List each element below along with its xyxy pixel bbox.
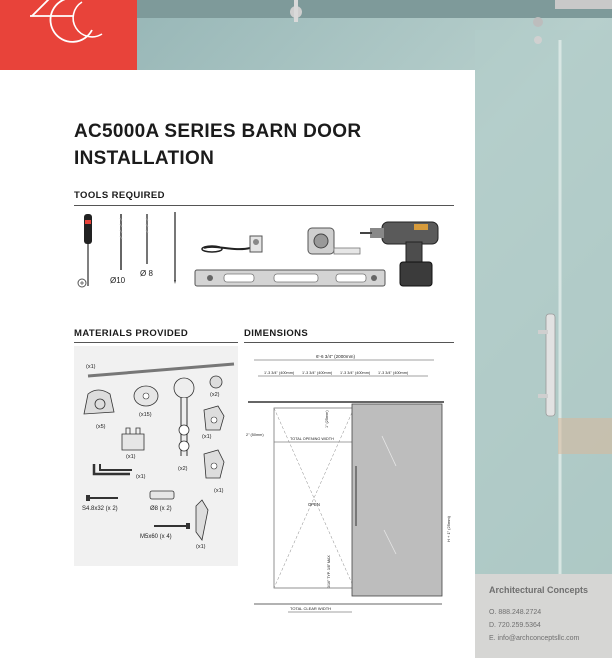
floor-guide-icon: [122, 428, 144, 450]
roller-qty: (x5): [96, 424, 106, 430]
tools-heading: TOOLS REQUIRED: [74, 190, 165, 201]
dimensions-divider: [244, 342, 454, 343]
contact-panel: [475, 574, 612, 658]
door-height-label: H + 1" (25mm): [446, 516, 451, 542]
opening-width-label: TOTAL OPENING WIDTH: [290, 437, 334, 441]
brand-logo: [0, 0, 137, 70]
open-label: OPEN: [308, 502, 320, 507]
bracket-icon: [196, 500, 208, 540]
hex-key-icon: [94, 464, 132, 474]
materials-divider: [74, 342, 238, 343]
drill-bit-10-icon: [120, 214, 122, 270]
segment-4-label: 1'-3 3/4" (400mm): [378, 371, 409, 375]
chalk-line-icon: [202, 236, 262, 252]
wall-anchor-label: Ø8 (x 2): [150, 506, 172, 512]
dimensions-drawing: [244, 346, 454, 621]
drill-bit-8-label: Ø 8: [140, 269, 153, 278]
rail-qty: (x1): [86, 364, 96, 370]
hex-key-qty: (x1): [136, 474, 146, 480]
clear-width-label: TOTAL CLEAR WIDTH: [290, 606, 332, 611]
materials-heading: MATERIALS PROVIDED: [74, 328, 189, 339]
end-cap-icon: [210, 376, 222, 388]
overall-width-label: 6'-6 3/4" (2000mm): [316, 354, 356, 359]
connector-qty: (x1): [202, 434, 212, 440]
segment-2-label: 1'-3 3/4" (400mm): [302, 371, 333, 375]
company-name: Architectural Concepts: [489, 585, 589, 595]
machine-screw-icon: [154, 523, 190, 529]
segment-3-label: 1'-3 3/4" (400mm): [340, 371, 371, 375]
floor-guide-qty: (x1): [126, 454, 136, 460]
screwdriver-icon: [78, 214, 92, 287]
tools-illustration: [74, 208, 454, 298]
direct-phone: D. 720.259.5364: [489, 622, 541, 629]
anti-jump-icon: [204, 450, 224, 478]
ac-monogram-icon: [0, 0, 137, 70]
materials-illustration: [74, 346, 238, 566]
roller-icon: [84, 390, 114, 414]
anti-jump-qty: (x1): [214, 488, 224, 494]
page-title: AC5000A SERIES BARN DOOR INSTALLATION: [74, 121, 362, 169]
segment-1-label: 1'-3 3/4" (400mm): [264, 371, 295, 375]
spacer-icon: [134, 386, 158, 406]
level-icon: [195, 270, 385, 286]
spacer-qty: (x15): [139, 412, 152, 418]
pencil-icon: [174, 212, 176, 284]
tape-measure-icon: [308, 228, 360, 254]
contact-email[interactable]: E. info@archconceptsllc.com: [489, 635, 580, 642]
drill-bit-8-icon: [146, 214, 148, 264]
bracket-qty: (x1): [196, 544, 206, 550]
tools-divider: [74, 205, 454, 206]
drill-bit-10-label: Ø10: [110, 276, 126, 285]
hanger-arm-icon: [174, 378, 194, 456]
dimensions-heading: DIMENSIONS: [244, 328, 309, 339]
top-offset-label: 1" (25mm): [325, 410, 329, 428]
wall-anchor-icon: [150, 491, 174, 499]
rail-icon: [88, 364, 234, 376]
door-panel: [352, 404, 442, 596]
left-offset-label: 2" (50mm): [246, 433, 264, 437]
wood-screw-label: S4.8x32 (x 2): [82, 506, 118, 512]
connector-icon: [204, 406, 224, 430]
wood-screw-icon: [86, 495, 118, 501]
machine-screw-label: M5x60 (x 4): [140, 534, 172, 540]
office-phone: O. 888.248.2724: [489, 609, 542, 616]
floor-clearance-label: 3/16" TYP. 3/8" MAX: [327, 555, 331, 588]
end-cap-qty: (x2): [210, 392, 220, 398]
stopper-qty: (x2): [178, 466, 188, 472]
